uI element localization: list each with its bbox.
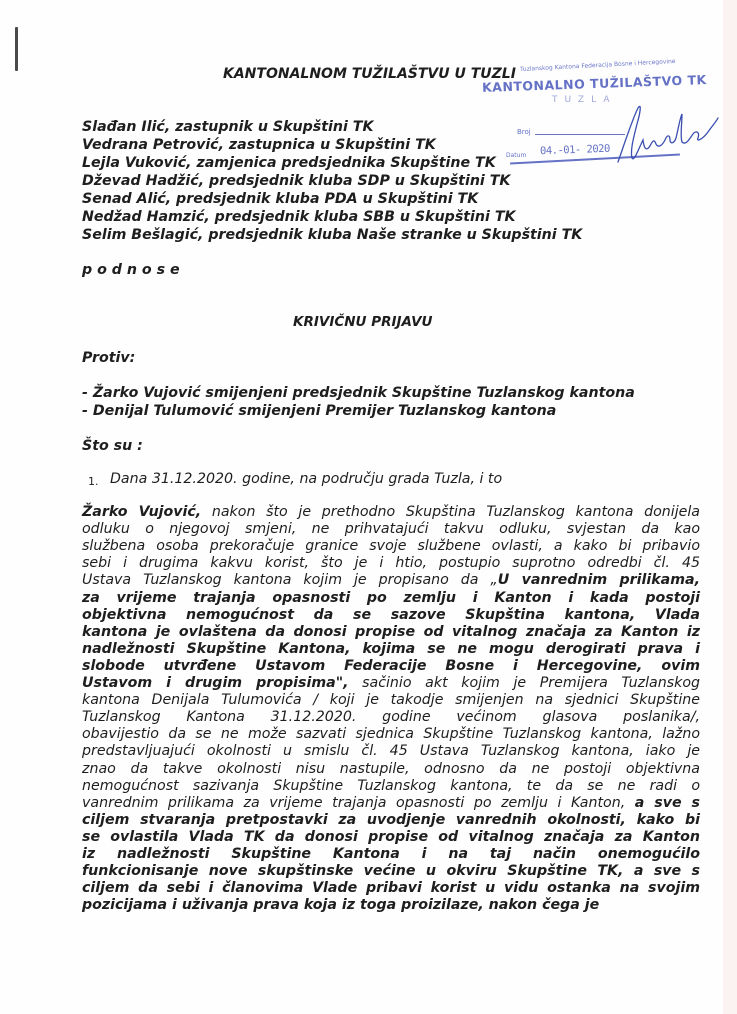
signature-icon [610, 100, 720, 170]
bold-text: Žarko Vujović, [82, 504, 202, 520]
bold-text: iz nadležnosti Skupštine Kantona i na taj način onemogućilo [82, 846, 700, 862]
submitter: Lejla Vuković, zamjenica predsjednika Skupštine TK [82, 155, 496, 171]
stamp-number-label: Broj [517, 128, 531, 136]
body-line [82, 555, 700, 572]
accused-item: - Denijal Tulumović smijenjeni Premijer Tuzlanskog kantona [82, 403, 557, 419]
addressee-heading: KANTONALNOM TUŽILAŠTVU U TUZLI [223, 66, 516, 82]
document-title: KRIVIČNU PRIJAVU [293, 314, 433, 330]
bold-text: objektivna nemogućnost da se sazove Skupština kantona, Vlada [82, 606, 700, 623]
bold-text: ciljem stvaranja pretpostavki za uvodjenje vanrednih okolnosti, kako bi [82, 811, 700, 828]
body-text: službena osoba prekoračuje granice svoje službene ovlasti, a kako bi pribavio [82, 538, 700, 555]
submitter: Selim Bešlagić, predsjednik kluba Naše stranke u Skupštini TK [82, 227, 583, 243]
submitter: Dževad Hadžić, predsjednik kluba SDP u Skupštini TK [82, 173, 511, 189]
stamp-city: TUZLA [552, 95, 617, 105]
bold-text: za vrijeme trajanja opasnosti po zemlju i Kanton i kada postoji [82, 589, 700, 606]
bold-text: nadležnosti Skupštine Kantona, kojima se ne mogu derogirati prava i [82, 640, 700, 657]
body-text: znao da takve okolnosti nisu nastupile, odnosno da ne postoji objektivna [82, 760, 700, 777]
body-text: vanrednim prilikama za vrijeme trajanja opasnosti po zemlju i Kanton, [82, 794, 635, 811]
against-label: Protiv: [82, 350, 136, 366]
body-line [82, 795, 700, 812]
bold-text: kantona je ovlaštena da donosi propise od vitalnog značaja za Kanton iz [82, 623, 700, 640]
binder-mark [15, 27, 18, 71]
stamp-institution: KANTONALNO TUŽILAŠTVO TK [481, 72, 707, 95]
body-line [82, 846, 700, 863]
because-label: Što su : [82, 438, 143, 454]
body-line [82, 829, 700, 846]
bold-text: slobode utvrđene Ustavom Federacije Bosne i Hercegovine, ovim [82, 657, 700, 674]
body-line [82, 590, 700, 607]
body-line [82, 709, 700, 726]
body-text: sebi i drugima kakvu korist, što je i htio, postupio suprotno odredbi čl. 45 [82, 555, 700, 572]
body-line [82, 572, 700, 589]
body-text: nemogućnost sazivanja Skupštine Tuzlanskog kantona, te da se ne radi o [82, 777, 700, 794]
list-item-number: 1. [88, 475, 99, 488]
body-text: Tuzlanskog Kantona 31.12.2020. godine većinom glasova poslanika/, [82, 709, 700, 726]
body-line [82, 504, 700, 521]
submitter: Senad Alić, predsjednik kluba PDA u Skupštini TK [82, 191, 479, 207]
body-text: obavijestio da se ne može sazvati sjednica Skupštine Tuzlanskog kantona, lažno [82, 726, 700, 743]
body-line [82, 692, 700, 709]
body-line [82, 743, 700, 760]
body-line [82, 675, 700, 692]
bold-text: Ustavom i drugim propisima", [82, 675, 349, 691]
body-line [82, 624, 700, 641]
body-line [82, 607, 700, 624]
body-line [82, 897, 599, 914]
body-text: nakon što je prethodno Skupština Tuzlanskog kantona donijela [201, 504, 701, 520]
bold-text: ciljem da sebi i članovima Vlade pribavi korist u vidu ostanka na svojim [82, 880, 700, 897]
stamp-top-line: Tuzlanskog Kantona Federacija Bosne i Hercegovine [519, 57, 676, 74]
body-line [82, 641, 700, 658]
body-line [82, 658, 700, 675]
bold-text: pozicijama i uživanja prava koja iz toga proizilaze, nakon čega je [82, 897, 600, 914]
stamp-date: 04.-01- 2020 [539, 142, 611, 158]
body-text: sačinio akt kojim je Premijera Tuzlanskog [348, 675, 701, 691]
body-text: kantona Denijala Tulumovića / koji je takodje smijenjen na sjednici Skupštine [82, 692, 700, 709]
body-line [82, 538, 700, 555]
body-line [82, 778, 700, 795]
list-item-text: Dana 31.12.2020. godine, na području grada Tuzla, i to [110, 471, 503, 487]
body-line [82, 726, 700, 743]
scan-edge [723, 0, 737, 1014]
bold-text: U vanrednim prilikama, [497, 572, 700, 589]
bold-text: a sve s [634, 794, 701, 811]
body-line [82, 521, 700, 538]
submit-verb: p o d n o s e [82, 262, 180, 278]
bold-text: se ovlastila Vlada TK da donosi propise od vitalnog značaja za Kanton [82, 828, 700, 845]
body-line [82, 863, 700, 880]
body-text: odluku o njegovoj smjeni, ne prihvatajući takvu odluku, svjestan da kao [82, 521, 700, 538]
submitter: Vedrana Petrović, zastupnica u Skupštini TK [82, 137, 436, 153]
body-text: Ustava Tuzlanskog kantona kojim je propisano da „ [82, 572, 498, 589]
body-line [82, 761, 700, 778]
accused-item: - Žarko Vujović smijenjeni predsjednik Skupštine Tuzlanskog kantona [82, 385, 635, 401]
body-line [82, 880, 700, 897]
stamp-date-label: Datum [506, 152, 527, 159]
bold-text: funkcionisanje nove skupštinske većine u okviru Skupštine TK, a sve s [82, 863, 700, 880]
body-text: predstavljuajući okolnosti u smislu čl. 45 Ustava Tuzlanskog kantona, iako je [82, 743, 700, 760]
submitter: Nedžad Hamzić, predsjednik kluba SBB u Skupštini TK [82, 209, 516, 225]
submitter: Slađan Ilić, zastupnik u Skupštini TK [82, 119, 374, 135]
body-line [82, 812, 700, 829]
